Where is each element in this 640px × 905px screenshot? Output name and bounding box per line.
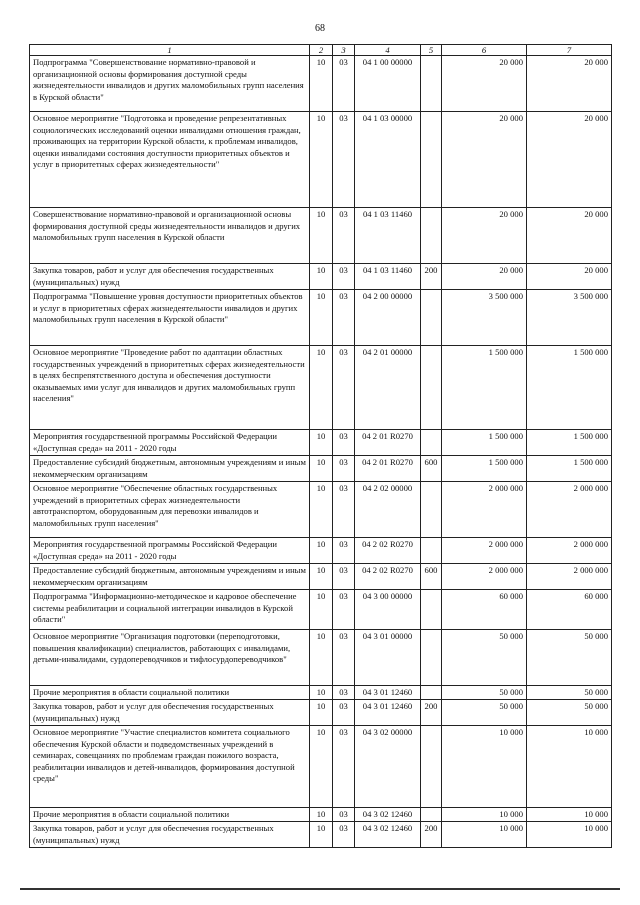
row-name: Предоставление субсидий бюджетным, автономным учреждениям и иным некоммерческим организациям xyxy=(30,564,310,590)
row-section: 03 xyxy=(333,56,355,112)
row-chapter: 10 xyxy=(310,726,333,808)
row-name: Мероприятия государственной программы Российской Федерации «Доступная среда» на 2011 - 2020 годы xyxy=(30,430,310,456)
row-section: 03 xyxy=(333,346,355,430)
row-sum-year2: 10 000 xyxy=(527,808,612,822)
table-row xyxy=(30,686,612,700)
row-chapter: 10 xyxy=(310,208,333,264)
row-section: 03 xyxy=(333,208,355,264)
table-row xyxy=(30,808,612,822)
row-section: 03 xyxy=(333,822,355,848)
row-expense-type: 200 xyxy=(421,264,442,290)
row-expense-type xyxy=(421,808,442,822)
row-section: 03 xyxy=(333,808,355,822)
row-sum-year2: 50 000 xyxy=(527,700,612,726)
row-expense-type xyxy=(421,482,442,538)
table-row xyxy=(30,112,612,208)
table-row xyxy=(30,482,612,538)
row-sum-year1: 10 000 xyxy=(442,808,527,822)
row-expense-type: 200 xyxy=(421,822,442,848)
row-target-code: 04 1 03 00000 xyxy=(355,112,421,208)
row-sum-year1: 1 500 000 xyxy=(442,346,527,430)
table-row xyxy=(30,290,612,346)
row-expense-type xyxy=(421,346,442,430)
row-name: Закупка товаров, работ и услуг для обеспечения государственных (муниципальных) нужд xyxy=(30,700,310,726)
row-sum-year1: 2 000 000 xyxy=(442,538,527,564)
row-chapter: 10 xyxy=(310,630,333,686)
row-sum-year1: 20 000 xyxy=(442,56,527,112)
row-name: Прочие мероприятия в области социальной политики xyxy=(30,808,310,822)
header-cell: 3 xyxy=(333,45,355,56)
row-sum-year1: 1 500 000 xyxy=(442,430,527,456)
row-name: Основное мероприятие "Участие специалистов комитета социального обеспечения Курской области и подведомственных учреждений в семинарах, совещаниях по проблемам граждан пожилого возраста, реабилитации инвалидов и детей-инвалидов, формирования доступной среды" xyxy=(30,726,310,808)
row-chapter: 10 xyxy=(310,808,333,822)
row-sum-year2: 20 000 xyxy=(527,264,612,290)
row-section: 03 xyxy=(333,112,355,208)
page-bottom-rule xyxy=(20,888,620,890)
row-target-code: 04 3 02 12460 xyxy=(355,808,421,822)
row-section: 03 xyxy=(333,430,355,456)
row-name: Совершенствование нормативно-правовой и организационной основы формирования доступной среды жизнедеятельности инвалидов и других маломобильных групп населения в Курской области xyxy=(30,208,310,264)
row-sum-year1: 20 000 xyxy=(442,208,527,264)
row-name: Мероприятия государственной программы Российской Федерации «Доступная среда» на 2011 - 2020 годы xyxy=(30,538,310,564)
header-cell: 4 xyxy=(355,45,421,56)
row-expense-type xyxy=(421,430,442,456)
row-target-code: 04 2 01 00000 xyxy=(355,346,421,430)
row-expense-type xyxy=(421,686,442,700)
row-sum-year2: 2 000 000 xyxy=(527,564,612,590)
row-section: 03 xyxy=(333,700,355,726)
row-expense-type xyxy=(421,538,442,564)
row-section: 03 xyxy=(333,686,355,700)
row-sum-year2: 10 000 xyxy=(527,822,612,848)
row-name: Закупка товаров, работ и услуг для обеспечения государственных (муниципальных) нужд xyxy=(30,822,310,848)
row-sum-year1: 2 000 000 xyxy=(442,564,527,590)
table-row xyxy=(30,430,612,456)
header-cell: 1 xyxy=(30,45,310,56)
row-target-code: 04 1 03 11460 xyxy=(355,208,421,264)
table-row xyxy=(30,700,612,726)
row-expense-type: 200 xyxy=(421,700,442,726)
table-row xyxy=(30,538,612,564)
row-target-code: 04 3 01 00000 xyxy=(355,630,421,686)
row-expense-type: 600 xyxy=(421,564,442,590)
row-target-code: 04 2 02 00000 xyxy=(355,482,421,538)
row-chapter: 10 xyxy=(310,590,333,630)
row-target-code: 04 3 00 00000 xyxy=(355,590,421,630)
row-name: Предоставление субсидий бюджетным, автономным учреждениям и иным некоммерческим организациям xyxy=(30,456,310,482)
row-name: Закупка товаров, работ и услуг для обеспечения государственных (муниципальных) нужд xyxy=(30,264,310,290)
row-name: Основное мероприятие "Обеспечение областных государственных учреждений в приоритетных сферах жизнедеятельности автотранспортом, оборудованным для перевозки инвалидов и маломобильных групп населения" xyxy=(30,482,310,538)
row-sum-year1: 10 000 xyxy=(442,726,527,808)
row-target-code: 04 3 02 00000 xyxy=(355,726,421,808)
table-row xyxy=(30,590,612,630)
row-section: 03 xyxy=(333,630,355,686)
row-chapter: 10 xyxy=(310,564,333,590)
row-sum-year1: 60 000 xyxy=(442,590,527,630)
row-sum-year1: 20 000 xyxy=(442,112,527,208)
row-sum-year1: 2 000 000 xyxy=(442,482,527,538)
row-chapter: 10 xyxy=(310,538,333,564)
table-row xyxy=(30,346,612,430)
row-sum-year2: 50 000 xyxy=(527,686,612,700)
row-chapter: 10 xyxy=(310,482,333,538)
row-chapter: 10 xyxy=(310,56,333,112)
row-section: 03 xyxy=(333,726,355,808)
table-row xyxy=(30,726,612,808)
row-target-code: 04 3 01 12460 xyxy=(355,700,421,726)
row-target-code: 04 1 03 11460 xyxy=(355,264,421,290)
row-sum-year2: 1 500 000 xyxy=(527,430,612,456)
row-expense-type xyxy=(421,112,442,208)
row-sum-year2: 2 000 000 xyxy=(527,482,612,538)
row-sum-year2: 10 000 xyxy=(527,726,612,808)
row-sum-year2: 50 000 xyxy=(527,630,612,686)
row-chapter: 10 xyxy=(310,456,333,482)
row-chapter: 10 xyxy=(310,822,333,848)
row-name: Подпрограмма "Информационно-методическое и кадровое обеспечение системы реабилитации и социальной интеграции инвалидов в Курской области" xyxy=(30,590,310,630)
row-target-code: 04 1 00 00000 xyxy=(355,56,421,112)
row-target-code: 04 2 02 R0270 xyxy=(355,564,421,590)
header-cell: 7 xyxy=(527,45,612,56)
table-row xyxy=(30,822,612,848)
row-name: Подпрограмма "Повышение уровня доступности приоритетных объектов и услуг в приоритетных сферах жизнедеятельности инвалидов и других маломобильных групп населения в Курской области" xyxy=(30,290,310,346)
row-section: 03 xyxy=(333,538,355,564)
row-name: Подпрограмма "Совершенствование нормативно-правовой и организационной основы формирования доступной среды жизнедеятельности инвалидов и других маломобильных групп населения в Курской области" xyxy=(30,56,310,112)
header-cell: 6 xyxy=(442,45,527,56)
row-sum-year2: 1 500 000 xyxy=(527,456,612,482)
row-section: 03 xyxy=(333,456,355,482)
row-chapter: 10 xyxy=(310,346,333,430)
row-target-code: 04 2 00 00000 xyxy=(355,290,421,346)
row-sum-year2: 20 000 xyxy=(527,208,612,264)
header-cell: 2 xyxy=(310,45,333,56)
row-section: 03 xyxy=(333,564,355,590)
budget-table xyxy=(29,44,612,848)
row-expense-type xyxy=(421,630,442,686)
row-target-code: 04 3 02 12460 xyxy=(355,822,421,848)
table-row xyxy=(30,264,612,290)
table-row xyxy=(30,630,612,686)
row-sum-year1: 1 500 000 xyxy=(442,456,527,482)
row-expense-type: 600 xyxy=(421,456,442,482)
row-name: Основное мероприятие "Подготовка и проведение репрезентативных социологических исследований оценки инвалидами отношения граждан, проживающих на территории Курской области, к проблемам инвалидов, оценки инвалидами состояния доступности приоритетных объектов и услуг в приоритетных сферах жизнедеятельности" xyxy=(30,112,310,208)
row-sum-year1: 50 000 xyxy=(442,700,527,726)
row-expense-type xyxy=(421,56,442,112)
row-sum-year2: 1 500 000 xyxy=(527,346,612,430)
row-expense-type xyxy=(421,726,442,808)
row-sum-year1: 10 000 xyxy=(442,822,527,848)
row-sum-year2: 60 000 xyxy=(527,590,612,630)
page-number: 68 xyxy=(315,23,325,34)
row-name: Основное мероприятие "Проведение работ по адаптации областных государственных учреждений в приоритетных сферах жизнедеятельности в целях беспрепятственного доступа и обеспечения доступности оказываемых ими услуг для инвалидов и других маломобильных групп населения" xyxy=(30,346,310,430)
row-chapter: 10 xyxy=(310,700,333,726)
row-target-code: 04 3 01 12460 xyxy=(355,686,421,700)
row-section: 03 xyxy=(333,290,355,346)
row-section: 03 xyxy=(333,264,355,290)
row-target-code: 04 2 01 R0270 xyxy=(355,430,421,456)
header-row xyxy=(30,45,612,56)
row-chapter: 10 xyxy=(310,112,333,208)
row-sum-year2: 20 000 xyxy=(527,56,612,112)
row-chapter: 10 xyxy=(310,264,333,290)
row-sum-year2: 2 000 000 xyxy=(527,538,612,564)
row-sum-year2: 20 000 xyxy=(527,112,612,208)
table-row xyxy=(30,208,612,264)
header-cell: 5 xyxy=(421,45,442,56)
row-section: 03 xyxy=(333,482,355,538)
row-sum-year1: 20 000 xyxy=(442,264,527,290)
row-chapter: 10 xyxy=(310,290,333,346)
row-chapter: 10 xyxy=(310,430,333,456)
row-name: Прочие мероприятия в области социальной политики xyxy=(30,686,310,700)
row-target-code: 04 2 02 R0270 xyxy=(355,538,421,564)
row-expense-type xyxy=(421,208,442,264)
row-expense-type xyxy=(421,290,442,346)
row-section: 03 xyxy=(333,590,355,630)
row-name: Основное мероприятие "Организация подготовки (переподготовки, повышения квалификации) специалистов, работающих с инвалидами, детьми-инвалидами, сурдопереводчиков и тифлосурдопереводчиков" xyxy=(30,630,310,686)
table-row xyxy=(30,56,612,112)
row-expense-type xyxy=(421,590,442,630)
row-sum-year2: 3 500 000 xyxy=(527,290,612,346)
row-sum-year1: 3 500 000 xyxy=(442,290,527,346)
row-chapter: 10 xyxy=(310,686,333,700)
table-row xyxy=(30,564,612,590)
row-target-code: 04 2 01 R0270 xyxy=(355,456,421,482)
row-sum-year1: 50 000 xyxy=(442,630,527,686)
row-sum-year1: 50 000 xyxy=(442,686,527,700)
table-row xyxy=(30,456,612,482)
